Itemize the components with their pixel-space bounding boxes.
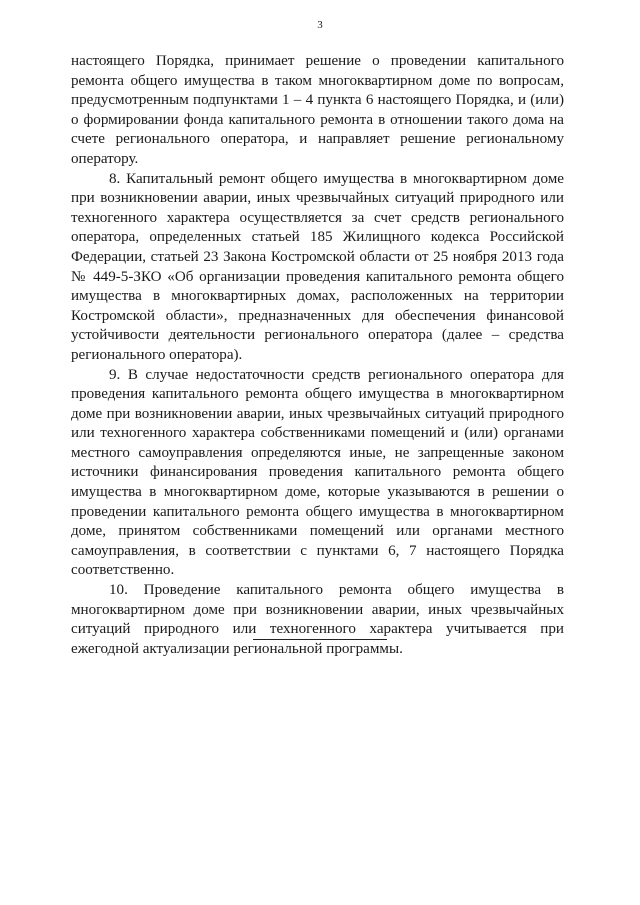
- paragraph-item-10: 10. Проведение капитального ремонта общего имущества в многоквартирном доме при возникновении аварии, иных чрезвычайных ситуаций природного или техногенного характера учитывается при ежегодной актуализации региональной программы.: [71, 582, 564, 657]
- paragraph-item-9: 9. В случае недостаточности средств регионального оператора для проведения капитального ремонта общего имущества в многоквартирном доме при возникновении аварии, иных чрезвычайных ситуаций природного или техногенного характера собственниками помещений и (или) органами местного самоуправления определяются иные, не запрещенные законом источники финансирования проведения капитального ремонта общего имущества в многоквартирном доме, которые указываются в решении о проведении капитального ремонта общего имущества в многоквартирном доме, принятом собственниками помещений или органами местного самоуправления, в соответствии с пунктами 6, 7 настоящего Порядка соответственно.: [71, 366, 564, 579]
- paragraph-item-8: 8. Капитальный ремонт общего имущества в многоквартирном доме при возникновении аварии, иных чрезвычайных ситуаций природного или техногенного характера осуществляется за счет средств регионального оператора, определенных статьей 185 Жилищного кодекса Российской Федерации, статьей 23 Закона Костромской области от 25 ноября 2013 года № 449-5-ЗКО «Об организации проведения капитального ремонта общего имущества в многоквартирных домах, расположенных на территории Костромской области», предназначенных для обеспечения финансовой устойчивости деятельности регионального оператора (далее – средства регионального оператора).: [71, 170, 564, 363]
- document-body: [71, 52, 564, 659]
- page-number: 3: [317, 19, 323, 31]
- paragraph-continuation: настоящего Порядка, принимает решение о проведении капитального ремонта общего имущества в таком многоквартирном доме по вопросам, предусмотренным подпунктами 1 – 4 пункта 6 настоящего Порядка, и (или) о формировании фонда капитального ремонта в отношении такого дома на счете регионального оператора, и направляет решение региональному оператору.: [71, 53, 564, 167]
- end-divider-line: [253, 639, 387, 640]
